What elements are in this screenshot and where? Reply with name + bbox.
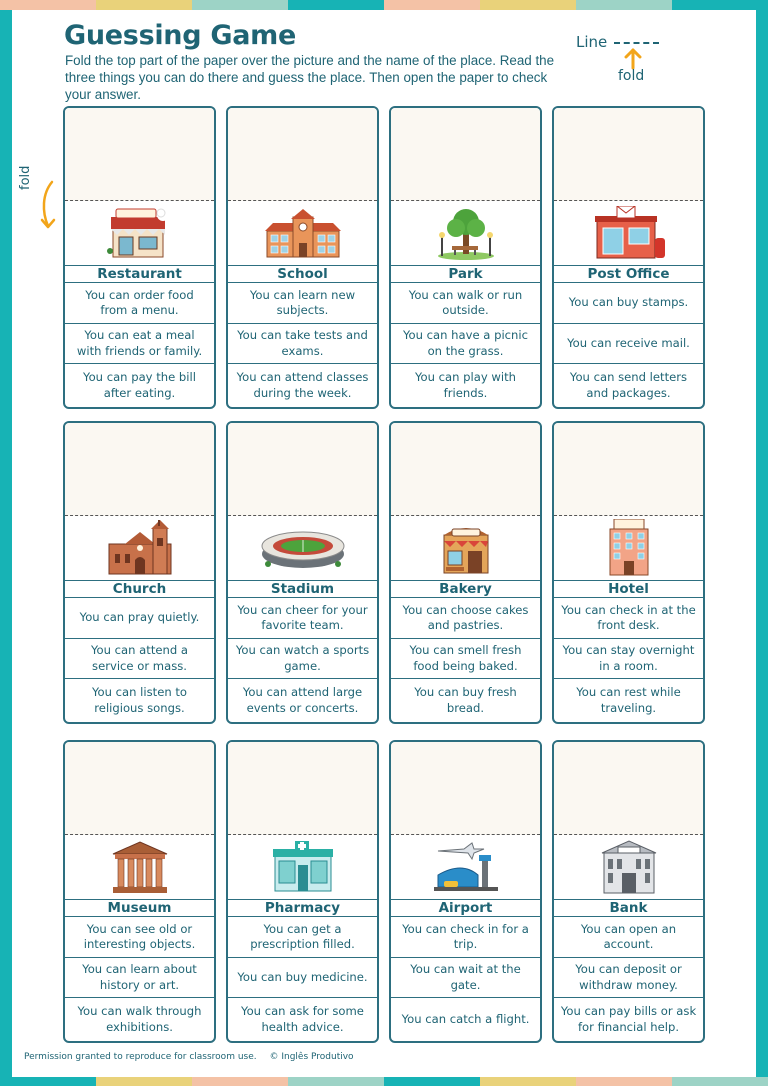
side-fold-label: fold: [18, 165, 33, 190]
place-name: Pharmacy: [228, 899, 377, 917]
card-pharmacy: [226, 740, 379, 1043]
stadium-icon: [260, 524, 346, 572]
card-museum: [63, 740, 216, 1043]
clue-2: You can have a picnic on the grass.: [391, 323, 540, 363]
page-title: Guessing Game: [64, 20, 296, 51]
clue-1: You can walk or run outside.: [408, 287, 523, 317]
page-edge-left: [0, 0, 12, 1086]
clue-1: You can get a prescription filled.: [250, 921, 355, 951]
place-name: Museum: [65, 899, 214, 917]
place-name: Park: [391, 265, 540, 283]
clue-3: You can listen to religious songs.: [65, 678, 214, 722]
fold-up-arrow-icon: [624, 48, 642, 70]
clue-1: You can buy stamps.: [568, 295, 689, 310]
fold-cover: [65, 742, 214, 835]
clue-3: You can pay bills or ask for financial help.: [554, 997, 703, 1041]
place-name: Church: [65, 580, 214, 598]
place-name: Post Office: [554, 265, 703, 283]
museum-icon: [111, 840, 169, 894]
card-church: [63, 421, 216, 724]
place-name: Bakery: [391, 580, 540, 598]
permission-note: Permission granted to reproduce for classroom use.: [24, 1052, 257, 1062]
page-edge-top: [0, 0, 768, 10]
school-icon: [263, 207, 343, 259]
fold-cover: [65, 108, 214, 201]
line-legend-label: Line: [576, 33, 608, 51]
post-office-icon: [591, 206, 667, 260]
park-icon: [436, 206, 496, 260]
clue-3: You can pay the bill after eating.: [65, 363, 214, 407]
fold-curved-arrow-icon: [38, 180, 58, 232]
airport-icon: [434, 841, 498, 893]
card-stadium: [226, 421, 379, 724]
page-edge-right: [756, 0, 768, 1086]
restaurant-icon: [107, 207, 173, 259]
bank-icon: [600, 839, 658, 895]
place-name: Bank: [554, 899, 703, 917]
fold-cover: [228, 423, 377, 516]
clue-3: You can play with friends.: [391, 363, 540, 407]
clue-3: You can attend classes during the week.: [228, 363, 377, 407]
fold-cover: [65, 423, 214, 516]
fold-cover: [391, 742, 540, 835]
clue-2: You can stay overnight in a room.: [554, 638, 703, 678]
clue-2: You can smell fresh food being baked.: [391, 638, 540, 678]
copyright: © Inglês Produtivo: [269, 1052, 354, 1062]
clue-1: You can choose cakes and pastries.: [402, 602, 529, 632]
bakery-icon: [440, 521, 492, 575]
clue-3: You can ask for some health advice.: [228, 997, 377, 1041]
clue-1: You can check in at the front desk.: [561, 602, 696, 632]
place-name: School: [228, 265, 377, 283]
footer: [24, 1052, 364, 1062]
fold-cover: [554, 423, 703, 516]
pharmacy-icon: [271, 841, 335, 893]
page-edge-bottom: [0, 1077, 768, 1086]
clue-2: You can deposit or withdraw money.: [554, 957, 703, 997]
clue-1: You can cheer for your favorite team.: [237, 602, 368, 632]
card-post-office: [552, 106, 705, 409]
place-name: Airport: [391, 899, 540, 917]
card-park: [389, 106, 542, 409]
place-name: Hotel: [554, 580, 703, 598]
fold-cover: [391, 423, 540, 516]
clue-1: You can learn new subjects.: [249, 287, 356, 317]
fold-cover: [554, 108, 703, 201]
card-hotel: [552, 421, 705, 724]
fold-cover: [554, 742, 703, 835]
clue-3: You can rest while traveling.: [554, 678, 703, 722]
clue-2: You can eat a meal with friends or family.: [65, 323, 214, 363]
clue-3: You can send letters and packages.: [554, 363, 703, 407]
place-name: Stadium: [228, 580, 377, 598]
clue-2: You can watch a sports game.: [228, 638, 377, 678]
clue-2: You can learn about history or art.: [65, 957, 214, 997]
clue-2: You can attend a service or mass.: [65, 638, 214, 678]
clue-2: You can wait at the gate.: [391, 957, 540, 997]
fold-cover: [228, 742, 377, 835]
clue-2: You can buy medicine.: [228, 957, 377, 997]
clue-1: You can order food from a menu.: [85, 287, 194, 317]
clue-1: You can check in for a trip.: [402, 921, 529, 951]
card-restaurant: [63, 106, 216, 409]
card-airport: [389, 740, 542, 1043]
fold-legend-label: fold: [618, 68, 645, 84]
clue-3: You can catch a flight.: [391, 997, 540, 1041]
fold-cover: [228, 108, 377, 201]
clue-2: You can receive mail.: [554, 323, 703, 363]
clue-3: You can buy fresh bread.: [391, 678, 540, 722]
clue-1: You can see old or interesting objects.: [83, 921, 196, 951]
card-bakery: [389, 421, 542, 724]
clue-3: You can walk through exhibitions.: [65, 997, 214, 1041]
church-icon: [105, 520, 175, 576]
clue-2: You can take tests and exams.: [228, 323, 377, 363]
dashed-line-sample: [614, 42, 659, 44]
place-name: Restaurant: [65, 265, 214, 283]
clue-1: You can pray quietly.: [79, 610, 200, 625]
card-school: [226, 106, 379, 409]
card-bank: [552, 740, 705, 1043]
fold-cover: [391, 108, 540, 201]
clue-3: You can attend large events or concerts.: [228, 678, 377, 722]
clue-1: You can open an account.: [580, 921, 677, 951]
instructions: Fold the top part of the paper over the picture and the name of the place. Read the three things you can do there and guess the place. Then open the paper to check your answer.: [65, 53, 555, 102]
hotel-icon: [606, 519, 652, 577]
